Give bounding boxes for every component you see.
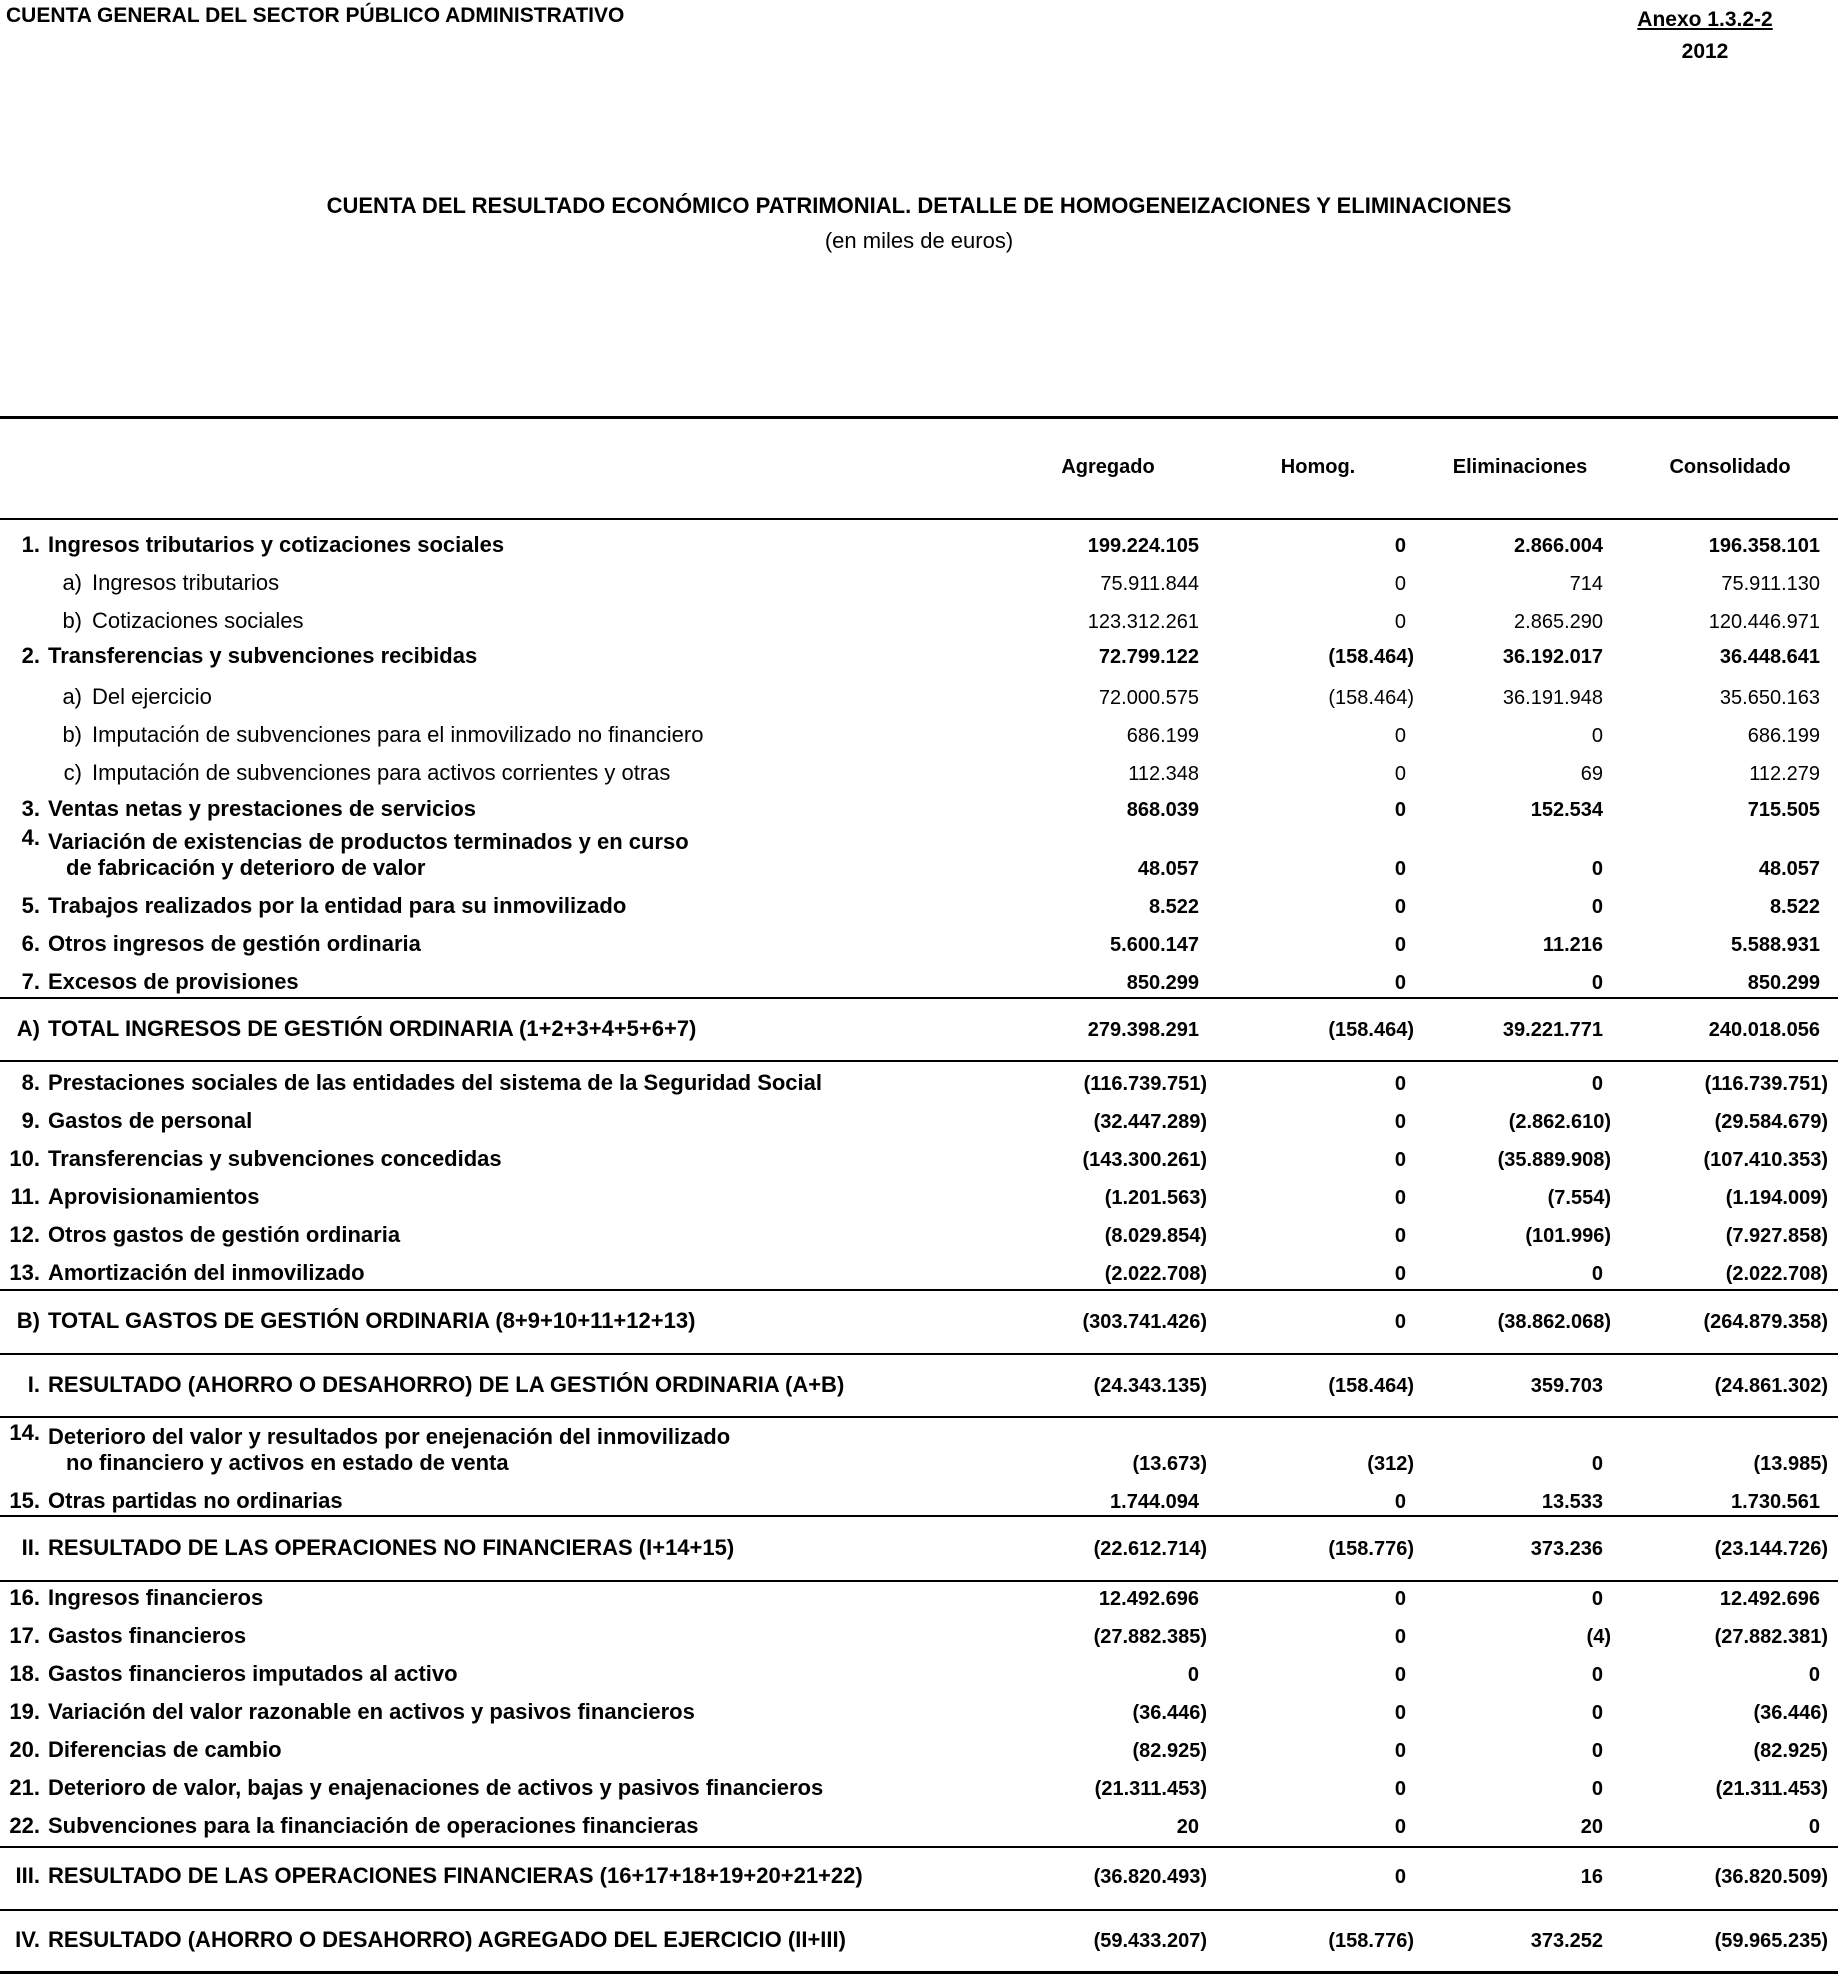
cell-homog: 0	[1394, 725, 1406, 747]
row-label-line: Ingresos tributarios y cotizaciones sociales	[48, 532, 505, 557]
cell-consolidado: (27.882.381)	[1714, 1626, 1828, 1648]
cell-eliminaciones: 2.865.290	[1514, 611, 1603, 633]
row-label	[48, 1016, 696, 1042]
row-label	[48, 532, 504, 558]
row-label	[48, 1661, 458, 1687]
cell-agregado: (32.447.289)	[1093, 1111, 1207, 1133]
row-number: I.	[27, 1372, 40, 1397]
cell-consolidado: 120.446.971	[1708, 611, 1820, 633]
row-label-line: Variación del valor razonable en activos y pasivos financieros	[48, 1699, 695, 1724]
cell-eliminaciones: 373.252	[1530, 1930, 1603, 1952]
cell-consolidado: (21.311.453)	[1715, 1778, 1828, 1800]
row-label-line: Deterioro de valor, bajas y enajenaciones de activos y pasivos financieros	[48, 1775, 824, 1800]
row-label-line: RESULTADO DE LAS OPERACIONES FINANCIERAS (16+17+18+19+20+21+22)	[48, 1863, 863, 1888]
table-row	[0, 1250, 1838, 1290]
cell-homog: (158.464)	[1328, 687, 1414, 709]
cell-agregado: 72.799.122	[1098, 646, 1199, 668]
cell-consolidado: 35.650.163	[1719, 687, 1820, 709]
row-label-line: Ingresos financieros	[48, 1585, 264, 1610]
cell-agregado: 199.224.105	[1087, 535, 1199, 557]
cell-agregado: (27.882.385)	[1093, 1626, 1207, 1648]
cell-eliminaciones: (35.889.908)	[1497, 1149, 1611, 1171]
cell-agregado: 48.057	[1137, 858, 1199, 880]
cell-eliminaciones: 0	[1591, 858, 1603, 880]
row-number: a)	[62, 684, 82, 709]
cell-agregado: 850.299	[1126, 972, 1199, 994]
table-row	[0, 633, 1838, 673]
cell-agregado: 0	[1187, 1664, 1199, 1686]
rule-total-ingresos-bottom	[0, 1060, 1838, 1062]
row-number: 21.	[9, 1775, 40, 1800]
cell-consolidado: 0	[1808, 1664, 1820, 1686]
table-row	[0, 921, 1838, 961]
cell-homog: 0	[1394, 1740, 1406, 1762]
row-number: b)	[62, 608, 82, 633]
row-label-line: Ventas netas y prestaciones de servicios	[48, 796, 477, 821]
column-header-agregado: Agregado	[1061, 456, 1155, 478]
rule-total-gastos-bottom	[0, 1353, 1838, 1355]
table-row	[0, 1478, 1838, 1518]
table-row	[0, 1298, 1838, 1338]
cell-agregado: (116.739.751)	[1083, 1073, 1207, 1095]
row-number: 5.	[21, 893, 40, 918]
cell-eliminaciones: 39.221.771	[1502, 1019, 1603, 1041]
row-label	[48, 1535, 734, 1561]
row-label-line: Imputación de subvenciones para activos corrientes y otras	[92, 760, 671, 785]
cell-consolidado: (23.144.726)	[1714, 1538, 1828, 1560]
cell-homog: 0	[1394, 934, 1406, 956]
cell-consolidado: (116.739.751)	[1704, 1073, 1828, 1095]
cell-eliminaciones: 359.703	[1530, 1375, 1603, 1397]
table-row	[0, 1060, 1838, 1100]
row-label-line: Del ejercicio	[92, 684, 212, 709]
row-label-line: RESULTADO (AHORRO O DESAHORRO) AGREGADO DEL EJERCICIO (II+III)	[48, 1927, 846, 1952]
table-row	[0, 1727, 1838, 1767]
document-subtitle: (en miles de euros)	[824, 228, 1014, 253]
cell-consolidado: 1.730.561	[1731, 1491, 1820, 1513]
table-row	[0, 1853, 1838, 1893]
cell-homog: 0	[1394, 1187, 1406, 1209]
cell-eliminaciones: 0	[1591, 1453, 1603, 1475]
table-row	[0, 1362, 1838, 1402]
cell-consolidado: 36.448.641	[1719, 646, 1820, 668]
row-number: A)	[16, 1016, 40, 1041]
cell-agregado: (36.446)	[1132, 1702, 1207, 1724]
row-label	[48, 829, 689, 881]
cell-eliminaciones: 0	[1591, 972, 1603, 994]
cell-agregado: 12.492.696	[1098, 1588, 1199, 1610]
table-row	[0, 1525, 1838, 1565]
row-label	[48, 1775, 823, 1801]
cell-consolidado: (29.584.679)	[1714, 1111, 1828, 1133]
row-label	[48, 1108, 252, 1134]
cell-agregado: (2.022.708)	[1104, 1263, 1207, 1285]
rule-resultado-iii-bottom	[0, 1909, 1838, 1911]
table-row	[0, 1917, 1838, 1957]
cell-consolidado: (59.965.235)	[1714, 1930, 1828, 1952]
document-title: CUENTA DEL RESULTADO ECONÓMICO PATRIMONIAL. DETALLE DE HOMOGENEIZACIONES Y ELIMINACIONES	[326, 193, 1512, 218]
row-number: 3.	[21, 796, 40, 821]
row-label	[48, 1737, 282, 1763]
rule-table-bottom	[0, 1971, 1838, 1974]
cell-agregado: (1.201.563)	[1104, 1187, 1207, 1209]
cell-agregado: (82.925)	[1132, 1740, 1207, 1762]
cell-eliminaciones: (101.996)	[1525, 1225, 1611, 1247]
cell-homog: 0	[1394, 1702, 1406, 1724]
table-row	[0, 825, 1838, 885]
cell-consolidado: 112.279	[1749, 763, 1820, 785]
cell-consolidado: (2.022.708)	[1725, 1263, 1828, 1285]
cell-eliminaciones: 13.533	[1541, 1491, 1603, 1513]
row-number: 10.	[9, 1146, 40, 1171]
cell-eliminaciones: 69	[1580, 763, 1603, 785]
cell-consolidado: 75.911.130	[1721, 573, 1820, 595]
cell-agregado: 20	[1176, 1816, 1199, 1838]
cell-eliminaciones: 0	[1591, 725, 1603, 747]
row-number: 4.	[21, 825, 40, 850]
cell-homog: 0	[1394, 763, 1406, 785]
row-label	[48, 1927, 846, 1953]
row-label	[48, 1184, 259, 1210]
column-header-consolidado: Consolidado	[1669, 456, 1791, 478]
cell-consolidado: 5.588.931	[1731, 934, 1820, 956]
cell-homog: 0	[1394, 1778, 1406, 1800]
row-label-line: Gastos financieros imputados al activo	[48, 1661, 458, 1686]
row-label-line: Otras partidas no ordinarias	[48, 1488, 343, 1513]
row-label	[92, 684, 212, 710]
row-number: 12.	[9, 1222, 40, 1247]
row-label	[92, 760, 670, 786]
row-number: b)	[62, 722, 82, 747]
row-label-line: Amortización del inmovilizado	[48, 1260, 365, 1285]
cell-consolidado: 48.057	[1758, 858, 1820, 880]
row-number: 20.	[9, 1737, 40, 1762]
year-label: 2012	[1681, 40, 1729, 63]
row-label-line: Gastos de personal	[48, 1108, 253, 1133]
row-label	[48, 1863, 863, 1889]
table-row	[0, 1613, 1838, 1653]
row-label-line: RESULTADO DE LAS OPERACIONES NO FINANCIERAS (I+14+15)	[48, 1535, 735, 1560]
cell-agregado: (21.311.453)	[1094, 1778, 1207, 1800]
cell-homog: 0	[1394, 611, 1406, 633]
cell-agregado: 112.348	[1128, 763, 1199, 785]
row-number: 15.	[9, 1488, 40, 1513]
cell-agregado: 75.911.844	[1100, 573, 1199, 595]
row-label	[48, 1260, 365, 1286]
cell-agregado: (59.433.207)	[1093, 1930, 1207, 1952]
row-number: 18.	[9, 1661, 40, 1686]
cell-consolidado: 240.018.056	[1708, 1019, 1820, 1041]
cell-homog: 0	[1394, 1626, 1406, 1648]
cell-agregado: (22.612.714)	[1093, 1538, 1207, 1560]
row-label-line: Gastos financieros	[48, 1623, 247, 1648]
row-label-line-2: no financiero y activos en estado de venta	[66, 1450, 509, 1475]
cell-eliminaciones: 373.236	[1530, 1538, 1603, 1560]
cell-homog: 0	[1394, 858, 1406, 880]
cell-consolidado: 12.492.696	[1719, 1588, 1820, 1610]
cell-consolidado: 196.358.101	[1708, 535, 1820, 557]
row-label-line: Imputación de subvenciones para el inmovilizado no financiero	[92, 722, 704, 747]
row-label-line: Otros gastos de gestión ordinaria	[48, 1222, 401, 1247]
cell-eliminaciones: (7.554)	[1547, 1187, 1611, 1209]
cell-consolidado: (13.985)	[1753, 1453, 1828, 1475]
row-number: 8.	[21, 1070, 40, 1095]
cell-agregado: (36.820.493)	[1093, 1866, 1207, 1888]
cell-homog: (158.464)	[1328, 1019, 1414, 1041]
row-number: 13.	[9, 1260, 40, 1285]
cell-homog: 0	[1394, 1111, 1406, 1133]
row-label	[48, 796, 476, 822]
cell-consolidado: (1.194.009)	[1725, 1187, 1828, 1209]
cell-consolidado: (24.861.302)	[1714, 1375, 1828, 1397]
table-row	[0, 1212, 1838, 1252]
row-label-line: Cotizaciones sociales	[92, 608, 304, 633]
row-label	[48, 643, 477, 669]
cell-homog: 0	[1394, 535, 1406, 557]
row-label-line: TOTAL INGRESOS DE GESTIÓN ORDINARIA (1+2+3+4+5+6+7)	[48, 1016, 697, 1041]
row-number: c)	[63, 760, 82, 785]
annex-label: Anexo 1.3.2-2	[1637, 8, 1773, 31]
cell-homog: 0	[1394, 1491, 1406, 1513]
cell-eliminaciones: 0	[1591, 1263, 1603, 1285]
row-label	[92, 722, 703, 748]
row-label-line: Subvenciones para la financiación de operaciones financieras	[48, 1813, 699, 1838]
table-row	[0, 674, 1838, 714]
table-row	[0, 1651, 1838, 1691]
cell-eliminaciones: 0	[1591, 1664, 1603, 1686]
cell-eliminaciones: 152.534	[1530, 799, 1603, 821]
cell-consolidado: (107.410.353)	[1703, 1149, 1828, 1171]
cell-agregado: (13.673)	[1132, 1453, 1207, 1475]
cell-consolidado: 8.522	[1769, 896, 1820, 918]
row-label-line: Diferencias de cambio	[48, 1737, 282, 1762]
table-row	[0, 1006, 1838, 1046]
cell-homog: 0	[1394, 799, 1406, 821]
row-label-line: Excesos de provisiones	[48, 969, 299, 994]
cell-eliminaciones: 0	[1591, 1588, 1603, 1610]
rule-resultado-ii-top	[0, 1515, 1838, 1517]
row-label	[48, 1813, 698, 1839]
cell-agregado: 123.312.261	[1087, 611, 1199, 633]
row-label	[92, 608, 304, 634]
row-label	[48, 1699, 695, 1725]
cell-consolidado: 0	[1808, 1816, 1820, 1838]
row-number: 1.	[21, 532, 40, 557]
cell-homog: (158.464)	[1328, 1375, 1414, 1397]
row-label	[48, 1585, 263, 1611]
cell-consolidado: 686.199	[1747, 725, 1820, 747]
rule-total-gastos-top	[0, 1289, 1838, 1291]
cell-agregado: 5.600.147	[1110, 934, 1199, 956]
cell-agregado: 279.398.291	[1087, 1019, 1199, 1041]
cell-consolidado: (36.820.509)	[1714, 1866, 1828, 1888]
cell-eliminaciones: (2.862.610)	[1508, 1111, 1611, 1133]
row-label-line: Ingresos tributarios	[92, 570, 280, 595]
cell-homog: 0	[1394, 1263, 1406, 1285]
cell-homog: 0	[1394, 896, 1406, 918]
table-row	[0, 712, 1838, 752]
table-row	[0, 560, 1838, 600]
row-number: III.	[15, 1863, 40, 1888]
cell-eliminaciones: 20	[1580, 1816, 1603, 1838]
table-row	[0, 786, 1838, 826]
cell-consolidado: 715.505	[1747, 799, 1820, 821]
row-label-line: Prestaciones sociales de las entidades del sistema de la Seguridad Social	[48, 1070, 823, 1095]
row-label-line-2: de fabricación y deterioro de valor	[66, 855, 426, 880]
cell-eliminaciones: 0	[1591, 1740, 1603, 1762]
table-row	[0, 1689, 1838, 1729]
row-label	[48, 1623, 246, 1649]
rule-total-ingresos-top	[0, 997, 1838, 999]
cell-homog: 0	[1394, 1664, 1406, 1686]
row-label	[92, 570, 279, 596]
row-label	[48, 1222, 400, 1248]
row-number: II.	[21, 1535, 40, 1560]
row-label	[48, 893, 626, 919]
cell-agregado: (24.343.135)	[1093, 1375, 1207, 1397]
cell-homog: 0	[1394, 1311, 1406, 1333]
row-label-line: Aprovisionamientos	[48, 1184, 260, 1209]
row-label-line: TOTAL GASTOS DE GESTIÓN ORDINARIA (8+9+10+11+12+13)	[48, 1308, 696, 1333]
table-row	[0, 1174, 1838, 1214]
cell-eliminaciones: 0	[1591, 1073, 1603, 1095]
row-label	[48, 969, 299, 995]
row-number: 17.	[9, 1623, 40, 1648]
row-label	[48, 1372, 844, 1398]
cell-agregado: 686.199	[1126, 725, 1199, 747]
row-label-line: Deterioro del valor y resultados por enejenación del inmovilizado	[48, 1424, 731, 1449]
row-label-line: Transferencias y subvenciones recibidas	[48, 643, 478, 668]
cell-homog: (312)	[1367, 1453, 1414, 1475]
rule-resultado-i-bottom	[0, 1416, 1838, 1418]
cell-eliminaciones: (38.862.068)	[1497, 1311, 1611, 1333]
table-row	[0, 1098, 1838, 1138]
row-label	[48, 1146, 502, 1172]
table-row	[0, 883, 1838, 923]
cell-eliminaciones: 0	[1591, 896, 1603, 918]
cell-homog: (158.776)	[1328, 1538, 1414, 1560]
row-number: B)	[16, 1308, 40, 1333]
cell-agregado: (8.029.854)	[1104, 1225, 1207, 1247]
table-row	[0, 959, 1838, 999]
row-label-line: Trabajos realizados por la entidad para su inmovilizado	[48, 893, 627, 918]
cell-homog: 0	[1394, 1073, 1406, 1095]
row-label-line: Otros ingresos de gestión ordinaria	[48, 931, 421, 956]
cell-eliminaciones: 0	[1591, 1702, 1603, 1724]
row-label-line: Transferencias y subvenciones concedidas	[48, 1146, 502, 1171]
row-label	[48, 1308, 695, 1334]
cell-eliminaciones: 36.192.017	[1502, 646, 1603, 668]
row-number: a)	[62, 570, 82, 595]
row-label	[48, 1488, 343, 1514]
row-number: 6.	[21, 931, 40, 956]
cell-eliminaciones: 16	[1580, 1866, 1603, 1888]
cell-eliminaciones: (4)	[1586, 1626, 1611, 1648]
row-label-line: RESULTADO (AHORRO O DESAHORRO) DE LA GESTIÓN ORDINARIA (A+B)	[48, 1372, 845, 1397]
cell-eliminaciones: 0	[1591, 1778, 1603, 1800]
cell-agregado: 868.039	[1126, 799, 1199, 821]
table-row	[0, 1136, 1838, 1176]
document-header-left: CUENTA GENERAL DEL SECTOR PÚBLICO ADMINISTRATIVO	[6, 4, 625, 27]
cell-homog: (158.776)	[1328, 1930, 1414, 1952]
cell-consolidado: (264.879.358)	[1703, 1311, 1828, 1333]
cell-consolidado: (36.446)	[1753, 1702, 1828, 1724]
cell-agregado: (303.741.426)	[1082, 1311, 1207, 1333]
row-number: 7.	[21, 969, 40, 994]
cell-homog: 0	[1394, 1866, 1406, 1888]
column-header-homog: Homog.	[1280, 456, 1356, 478]
rule-resultado-ii-bottom	[0, 1580, 1838, 1582]
column-header-eliminaciones: Eliminaciones	[1452, 456, 1588, 478]
cell-agregado: 8.522	[1148, 896, 1199, 918]
row-number: 9.	[21, 1108, 40, 1133]
table-row	[0, 1420, 1838, 1480]
cell-homog: 0	[1394, 1225, 1406, 1247]
cell-homog: 0	[1394, 573, 1406, 595]
row-number: 11.	[10, 1184, 40, 1209]
cell-eliminaciones: 2.866.004	[1514, 535, 1603, 557]
row-number: 2.	[21, 643, 40, 668]
cell-consolidado: 850.299	[1747, 972, 1820, 994]
cell-homog: 0	[1394, 972, 1406, 994]
row-label-line: Variación de existencias de productos terminados y en curso	[48, 829, 689, 854]
row-number: 16.	[9, 1585, 40, 1610]
cell-agregado: (143.300.261)	[1082, 1149, 1207, 1171]
row-label	[48, 1070, 822, 1096]
row-number: 22.	[9, 1813, 40, 1838]
row-number: IV.	[15, 1927, 40, 1952]
row-number: 19.	[9, 1699, 40, 1724]
cell-eliminaciones: 11.216	[1542, 934, 1603, 956]
rule-resultado-iii-top	[0, 1846, 1838, 1848]
table-row	[0, 598, 1838, 638]
table-row	[0, 1803, 1838, 1843]
cell-homog: (158.464)	[1328, 646, 1414, 668]
row-number: 14.	[9, 1420, 40, 1445]
cell-consolidado: (7.927.858)	[1725, 1225, 1828, 1247]
cell-homog: 0	[1394, 1588, 1406, 1610]
table-row	[0, 522, 1838, 562]
cell-agregado: 1.744.094	[1110, 1491, 1199, 1513]
row-label	[48, 931, 421, 957]
cell-eliminaciones: 714	[1569, 573, 1603, 595]
cell-agregado: 72.000.575	[1098, 687, 1199, 709]
row-label	[48, 1424, 730, 1476]
cell-eliminaciones: 36.191.948	[1502, 687, 1603, 709]
cell-consolidado: (82.925)	[1753, 1740, 1828, 1762]
cell-homog: 0	[1394, 1149, 1406, 1171]
table-row	[0, 750, 1838, 790]
table-row	[0, 1765, 1838, 1805]
cell-homog: 0	[1394, 1816, 1406, 1838]
